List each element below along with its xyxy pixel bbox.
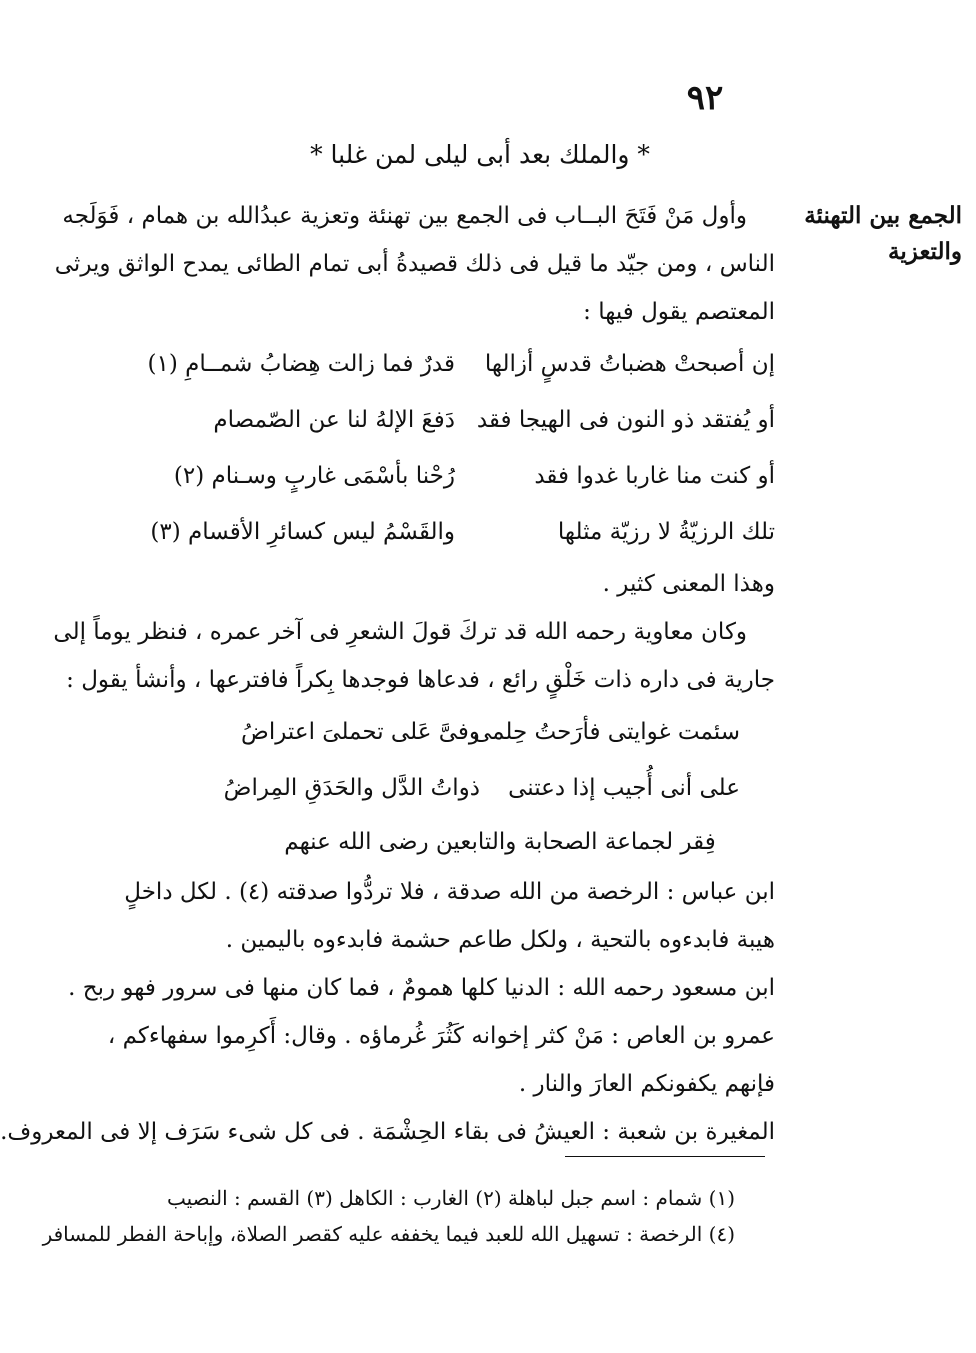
verse-second-hemistich: دَفعَ الإلهُ لنا عن الصّمصام (213, 407, 455, 433)
verse-first-hemistich: على أنى أُجيب إذا دعتنى (508, 775, 740, 801)
poem-verse (125, 336, 775, 392)
poem-verse (125, 392, 775, 448)
margin-note (804, 198, 962, 270)
text-line: المعتصم يقول فيها : (583, 299, 775, 325)
text-line: فإنهم يكفونكم العارَ والنار . (518, 1071, 775, 1097)
main-text (0, 192, 775, 1156)
footnotes (42, 1180, 735, 1252)
footnote-line: (٤) الرخصة : تسهيل الله للعبد فيما يخففه عليه كقصر الصلاة، وإباحة الفطر للمسافر (42, 1222, 735, 1246)
verse-first-hemistich: تلك الرزيّةُ لا رزيّة مثلها (557, 519, 775, 545)
text-line: ابن مسعود رحمه الله : الدنيا كلها همومٌ ، فما كان منها فى سرور فهو ربح . (68, 975, 775, 1001)
verse-second-hemistich: رُحْنا بأسْمَى غاربٍ وسـنام (٢) (173, 463, 455, 489)
poem-verse (125, 760, 775, 816)
text-line: وهذا المعنى كثير . (602, 571, 775, 597)
text-line: جارية فى داره ذات خَلْقٍ رائع ، فدعاها فوجدها بِكراً فافترعها ، وأنشأ يقول : (66, 667, 775, 693)
poem-verse (125, 448, 775, 504)
poem-verse (125, 504, 775, 560)
verse-first-hemistich: إن أصبحتْ هضباتُ قدسٍ أزالها (484, 351, 775, 377)
text-line: هيبة فابدءوه بالتحية ، ولكل طاعم حشمة فابدءوه باليمين . (225, 927, 775, 953)
verse-second-hemistich: ذواتُ الدَّل والحَدَقِ المِراضُ (223, 775, 480, 801)
verse-second-hemistich: والقَسْمُ ليس كسائرِ الأقسام (٣) (150, 519, 455, 545)
verse-first-hemistich: أو كنت منا غاربا غدوا فقد (534, 463, 775, 489)
header-verse-line: * والملك بعد أبى ليلى لمن غلبا * (310, 140, 650, 169)
verse-second-hemistich: وفىَّ عَلى تحملىَ اعتراضُ (241, 719, 480, 745)
margin-note-line: والتعزية (888, 238, 962, 265)
footnote-line: (١) شمام : اسم جبل لباهلة (٢) الغارب : الكاهل (٣) القسم : النصيب (166, 1186, 735, 1210)
text-line: وأول مَنْ فَتَحَ البــاب فى الجمع بين تهنئة وتعزية عبدُالله بن همام ، فَوَلَجه (62, 203, 747, 229)
poem-verse (125, 704, 775, 760)
text-line: المغيرة بن شعبة : العيشُ فى بقاء الحِشْمَة . فى كل شىء سَرَف إلا فى المعروف. (0, 1119, 775, 1145)
verse-first-hemistich: أو يُفتقد ذو النون فى الهيجا فقد (476, 407, 775, 433)
text-line: ابن عباس : الرخصة من الله صدقة ، فلا تردُّوا صدقته (٤) . لكل داخلٍ (124, 879, 775, 905)
verse-first-hemistich: سئمت غوايتى فأرَحتُ حِلمى (472, 719, 740, 745)
text-line: عمرو بن العاص : مَنْ كثر إخوانه كَثُرَ غُرماؤه . وقال: أَكرِموا سفهاءكم ، (107, 1023, 775, 1049)
text-line: الناس ، ومن جيّد ما قيل فى ذلك قصيدةُ أبى تمام الطائى يمدح الواثق ويرثى (54, 251, 775, 277)
text-line: وكان معاوية رحمه الله قد تركَ قولَ الشعرِ فى آخر عمره ، فنظر يوماً إلى (53, 619, 747, 645)
section-heading: فِقر لجماعة الصحابة والتابعين رضى الله عنهم (284, 829, 716, 855)
footnote-divider (565, 1156, 765, 1157)
verse-second-hemistich: قدرٌ فما زالت هِضابُ شمــامِ (١) (147, 351, 455, 377)
page-number: ٩٢ (686, 78, 724, 118)
margin-note-line: الجمع بين التهنئة (804, 202, 962, 229)
